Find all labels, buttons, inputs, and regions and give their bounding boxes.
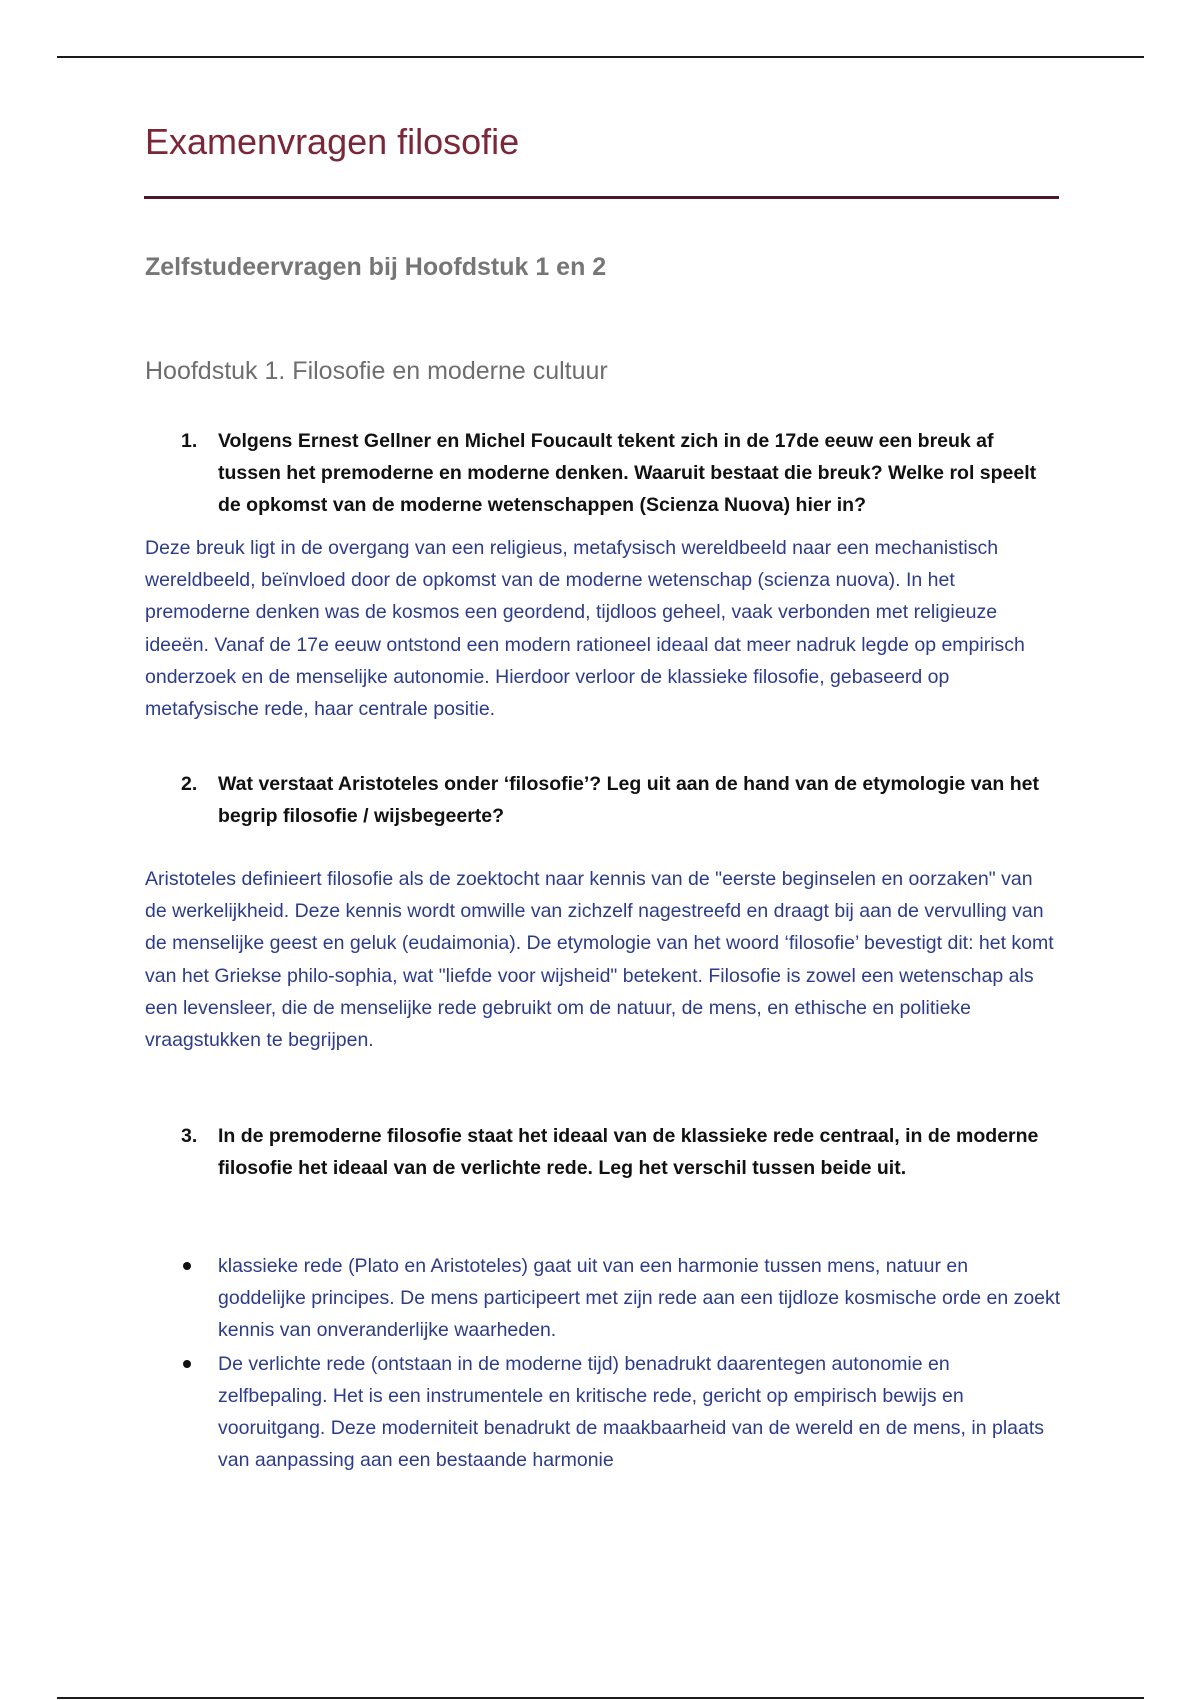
question-number: 2. bbox=[181, 773, 198, 795]
question-3 bbox=[181, 1120, 1061, 1184]
question-text: Volgens Ernest Gellner en Michel Foucault tekent zich in de 17de eeuw een breuk af tussen het premoderne en moderne denken. Waaruit bestaat die breuk? Welke rol speelt de opkomst van de moderne wetenschappen (Scienza Nuova) hier in? bbox=[218, 430, 1037, 516]
page-bottom-rule bbox=[57, 1697, 1144, 1699]
title-underline bbox=[144, 196, 1059, 199]
page-top-rule bbox=[57, 56, 1144, 58]
list-item bbox=[181, 1250, 1061, 1347]
list-item bbox=[181, 1348, 1061, 1477]
bullet-icon bbox=[183, 1262, 191, 1270]
question-number: 3. bbox=[181, 1125, 198, 1147]
bullet-text: De verlichte rede (ontstaan in de moderne tijd) benadrukt daarentegen autonomie en zelfbepaling. Het is een instrumentele en kritische rede, gericht op empirisch bewijs en vooruitgang. Deze moderniteit benadrukt de maakbaarheid van de wereld en de mens, in plaats van aanpassing aan een bestaande harmonie bbox=[218, 1352, 1045, 1472]
question-1 bbox=[181, 425, 1061, 521]
chapter-heading: Hoofdstuk 1. Filosofie en moderne cultuur bbox=[145, 357, 608, 385]
answer-2: Aristoteles definieert filosofie als de zoektocht naar kennis van de "eerste beginselen en oorzaken" van de werkelijkheid. Deze kennis wordt omwille van zichzelf nagestreefd en draagt bij aan de vervulling van de menselijke geest en geluk (eudaimonia). De etymologie van het woord ‘filosofie’ bevestigt dit: het komt van het Griekse philo-sophia, wat "liefde voor wijsheid" betekent. Filosofie is zowel een wetenschap als een levensleer, die de menselijke rede gebruikt om de natuur, de mens, en ethische en politieke vraagstukken te begrijpen. bbox=[145, 868, 1054, 1052]
answer-3-bullet-list bbox=[181, 1250, 1061, 1477]
question-number: 1. bbox=[181, 430, 198, 452]
question-2 bbox=[181, 768, 1061, 832]
bullet-icon bbox=[183, 1360, 191, 1368]
answer-1: Deze breuk ligt in de overgang van een religieus, metafysisch wereldbeeld naar een mechanistisch wereldbeeld, beïnvloed door de opkomst van de moderne wetenschap (scienza nuova). In het premoderne denken was de kosmos een geordend, tijdloos geheel, vaak verbonden met religieuze ideeën. Vanaf de 17e eeuw ontstond een modern rationeel ideaal dat meer nadruk legde op empirisch onderzoek en de menselijke autonomie. Hierdoor verloor de klassieke filosofie, gebaseerd op metafysische rede, haar centrale positie. bbox=[145, 537, 1025, 721]
question-text: In de premoderne filosofie staat het ideaal van de klassieke rede centraal, in de moderne filosofie het ideaal van de verlichte rede. Leg het verschil tussen beide uit. bbox=[218, 1125, 1039, 1179]
section-heading: Zelfstudeervragen bij Hoofdstuk 1 en 2 bbox=[145, 253, 607, 281]
bullet-text: klassieke rede (Plato en Aristoteles) gaat uit van een harmonie tussen mens, natuur en goddelijke principes. De mens participeert met zijn rede aan een tijdloze kosmische orde en zoekt kennis van onveranderlijke waarheden. bbox=[218, 1255, 1061, 1342]
document-title: Examenvragen filosofie bbox=[145, 121, 520, 162]
question-text: Wat verstaat Aristoteles onder ‘filosofie’? Leg uit aan de hand van de etymologie van het begrip filosofie / wijsbegeerte? bbox=[218, 773, 1039, 827]
